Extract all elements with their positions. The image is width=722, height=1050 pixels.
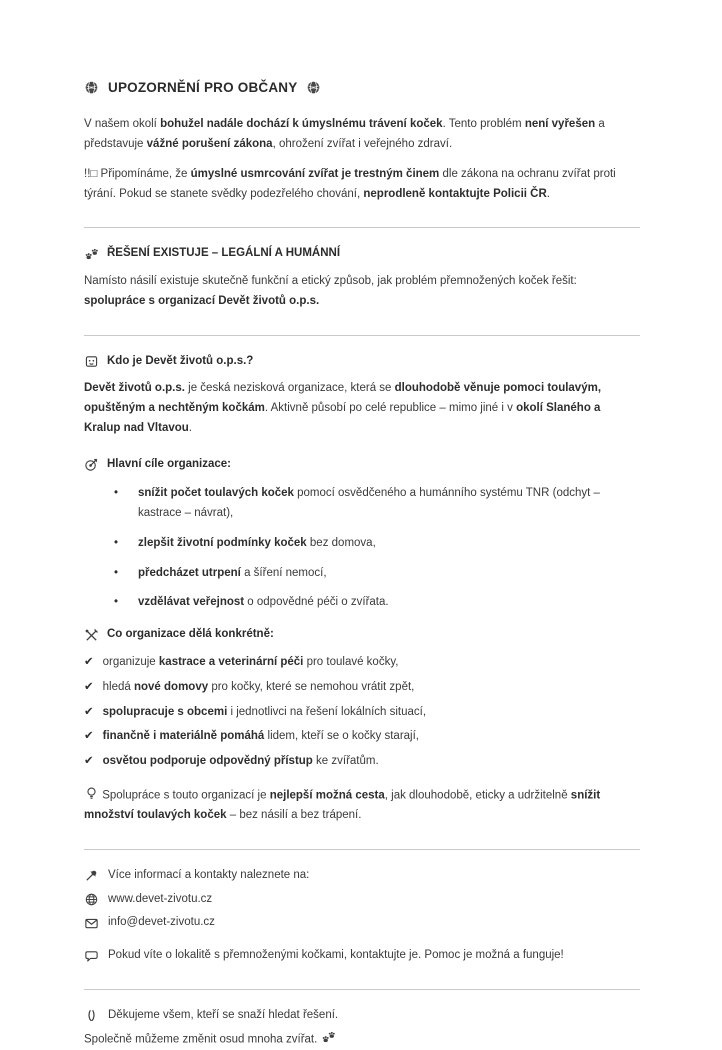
lightbulb-icon (84, 786, 99, 801)
activity-text (103, 752, 379, 772)
recommendation-text (84, 789, 600, 821)
document-title (84, 76, 640, 99)
thanks-text: Děkujeme všem, kteří se snaží hledat řešení. (108, 1008, 339, 1021)
contacts-label-row (84, 866, 640, 886)
recommendation-paragraph (84, 786, 640, 826)
section-heading-goals (84, 455, 640, 475)
text-run-bold: okolí Slaného a Kralup nad Vltavou (84, 402, 601, 434)
text-run-bold: nejlepší možná cesta (269, 789, 385, 802)
text-run: – bez násilí a bez trápení. (226, 809, 362, 822)
text-run-bold: Devět životů o.p.s. (84, 382, 185, 395)
text-run: . (188, 421, 192, 434)
text-run-bold: spolupracuje s obcemi (102, 705, 228, 718)
heading-text: Co organizace dělá konkrétně: (107, 628, 274, 641)
goal-text (138, 484, 640, 524)
email-address: info@devet-zivotu.cz (108, 916, 215, 929)
bullet-marker: • (114, 536, 119, 549)
text-run: , jak dlouhodobě, eticky a udržitelně (384, 789, 571, 802)
activities-list (84, 653, 640, 772)
tools-icon (84, 628, 99, 643)
text-run-bold: neprodleně kontaktujte Policii ČR (363, 187, 547, 200)
text-run-bold: úmyslné usmrcování zvířat je trestným činem (190, 167, 440, 180)
section-heading-who (84, 352, 640, 372)
heading-text: Kdo je Devět životů o.p.s.? (107, 354, 254, 367)
horizontal-rule (84, 335, 640, 336)
text-run-bold: předcházet utrpení (138, 566, 241, 579)
text-run: pro kočky, které se nemohou vrátit zpět, (208, 680, 415, 693)
cta-text: Pokud víte o lokalitě s přemnoženými kočkami, kontaktujte je. Pomoc je možná a funguje! (108, 949, 564, 962)
yarn-ball-icon (84, 80, 99, 95)
horizontal-rule (84, 227, 640, 228)
text-run-bold: osvětou podporuje odpovědný přístup (102, 755, 313, 768)
text-run: Spolupráce s touto organizací je (102, 789, 270, 802)
text-run: hledá (102, 680, 134, 693)
section-heading-solution (84, 244, 640, 264)
text-run-bold: kastrace a veterinární péči (158, 656, 304, 668)
check-icon: ✔ (84, 705, 94, 718)
paw-prints-icon (321, 1030, 336, 1045)
text-run: a představuje (84, 118, 605, 150)
activity-item (84, 752, 640, 772)
text-run: ke zvířatům. (312, 755, 379, 768)
text-run: . (546, 187, 550, 200)
text-run: je česká nezisková organizace, která se (184, 382, 395, 395)
text-run-bold: spolupráce s organizací Devět životů o.p.s. (84, 294, 320, 307)
pushpin-icon (84, 868, 99, 883)
activity-text (103, 653, 399, 673)
text-run-bold: finančně i materiálně pomáhá (102, 730, 265, 743)
closing-paragraph (84, 1030, 640, 1050)
text-run-bold: dlouhodobě věnuje pomoci toulavým, opuštěným a nechtěným kočkám (84, 382, 602, 415)
activity-item (84, 653, 640, 673)
activity-item (84, 703, 640, 723)
target-icon (84, 457, 99, 472)
intro-paragraph-2 (84, 165, 640, 205)
goal-text (138, 593, 389, 613)
text-run: . Tento problém (442, 118, 525, 131)
check-icon: ✔ (84, 730, 94, 743)
goal-item (84, 534, 640, 554)
text-run: Namísto násilí existuje skutečně funkční a etický způsob, jak problém přemnožených koček řešit: (84, 275, 577, 288)
text-run: lidem, kteří se o kočky starají, (264, 730, 419, 743)
intro-paragraph-1 (84, 115, 640, 155)
email-row (84, 913, 640, 933)
praying-hands-icon (84, 1008, 99, 1023)
text-run: pro toulavé kočky, (303, 656, 399, 668)
activity-text (103, 678, 415, 698)
text-run-bold: zlepšit životní podmínky koček (138, 536, 307, 549)
check-icon: ✔ (84, 755, 94, 768)
heading-text: Hlavní cíle organizace: (107, 457, 231, 470)
text-run: bez domova, (306, 536, 376, 549)
thanks-row (84, 1006, 640, 1026)
text-run: , ohrožení zvířat i veřejného zdraví. (272, 137, 453, 150)
website-row (84, 890, 640, 910)
cta-row (84, 946, 640, 966)
goal-item (84, 564, 640, 584)
section-heading-activities (84, 625, 640, 645)
text-run: pomocí osvědčeného a humánního systému TNR (odchyt – kastrace – návrat), (138, 487, 600, 520)
text-run: !!□ Připomínáme, že (84, 167, 191, 180)
solution-paragraph (84, 272, 640, 312)
activity-text (103, 703, 426, 723)
text-run: i jednotlivci na řešení lokálních situací, (227, 705, 427, 718)
text-run: o odpovědné péči o zvířata. (244, 596, 389, 609)
text-run: dle zákona na ochranu zvířat proti týrání. Pokud se stanete svědky podezřelého chování, (84, 167, 616, 200)
goals-list (84, 484, 640, 613)
text-run-bold: snížit počet toulavých koček (138, 487, 294, 500)
check-icon: ✔ (84, 680, 94, 693)
text-run: organizuje (102, 656, 159, 668)
check-icon: ✔ (84, 656, 94, 668)
text-run-bold: není vyřešen (524, 118, 596, 131)
activity-item (84, 727, 640, 747)
text-run: . Aktivně působí po celé republice – mimo jiné i v (264, 402, 517, 415)
globe-icon (84, 892, 99, 907)
document-title-text: UPOZORNĚNÍ PRO OBČANY (108, 80, 298, 95)
yarn-ball-icon (306, 80, 321, 95)
text-run: a šíření nemocí, (240, 566, 327, 579)
activity-text (103, 727, 419, 747)
activity-item (84, 678, 640, 698)
goal-item (84, 484, 640, 524)
speech-bubble-icon (84, 949, 99, 964)
closing-text: Společně můžeme změnit osud mnoha zvířat. (84, 1033, 318, 1046)
organization-icon (84, 354, 99, 369)
paw-prints-icon (84, 247, 99, 262)
text-run-bold: vážné porušení zákona (146, 137, 273, 150)
goal-text (138, 534, 376, 554)
website-url: www.devet-zivotu.cz (108, 892, 213, 905)
bullet-marker: • (114, 566, 119, 579)
bullet-marker: • (114, 596, 119, 609)
contacts-label: Více informací a kontakty naleznete na: (108, 868, 310, 881)
text-run-bold: bohužel nadále dochází k úmyslnému trávení koček (160, 118, 443, 131)
text-run-bold: vzdělávat veřejnost (138, 596, 245, 609)
text-run: V našem okolí (84, 118, 161, 131)
about-paragraph (84, 379, 640, 438)
text-run-bold: nové domovy (133, 680, 209, 693)
goal-text (138, 564, 327, 584)
goal-item (84, 593, 640, 613)
bullet-marker: • (114, 487, 119, 500)
horizontal-rule (84, 849, 640, 850)
heading-text: ŘEŠENÍ EXISTUJE – LEGÁLNÍ A HUMÁNNÍ (107, 247, 341, 260)
horizontal-rule (84, 989, 640, 990)
email-icon (84, 916, 99, 931)
text-run-bold: snížit množství toulavých koček (84, 789, 601, 822)
